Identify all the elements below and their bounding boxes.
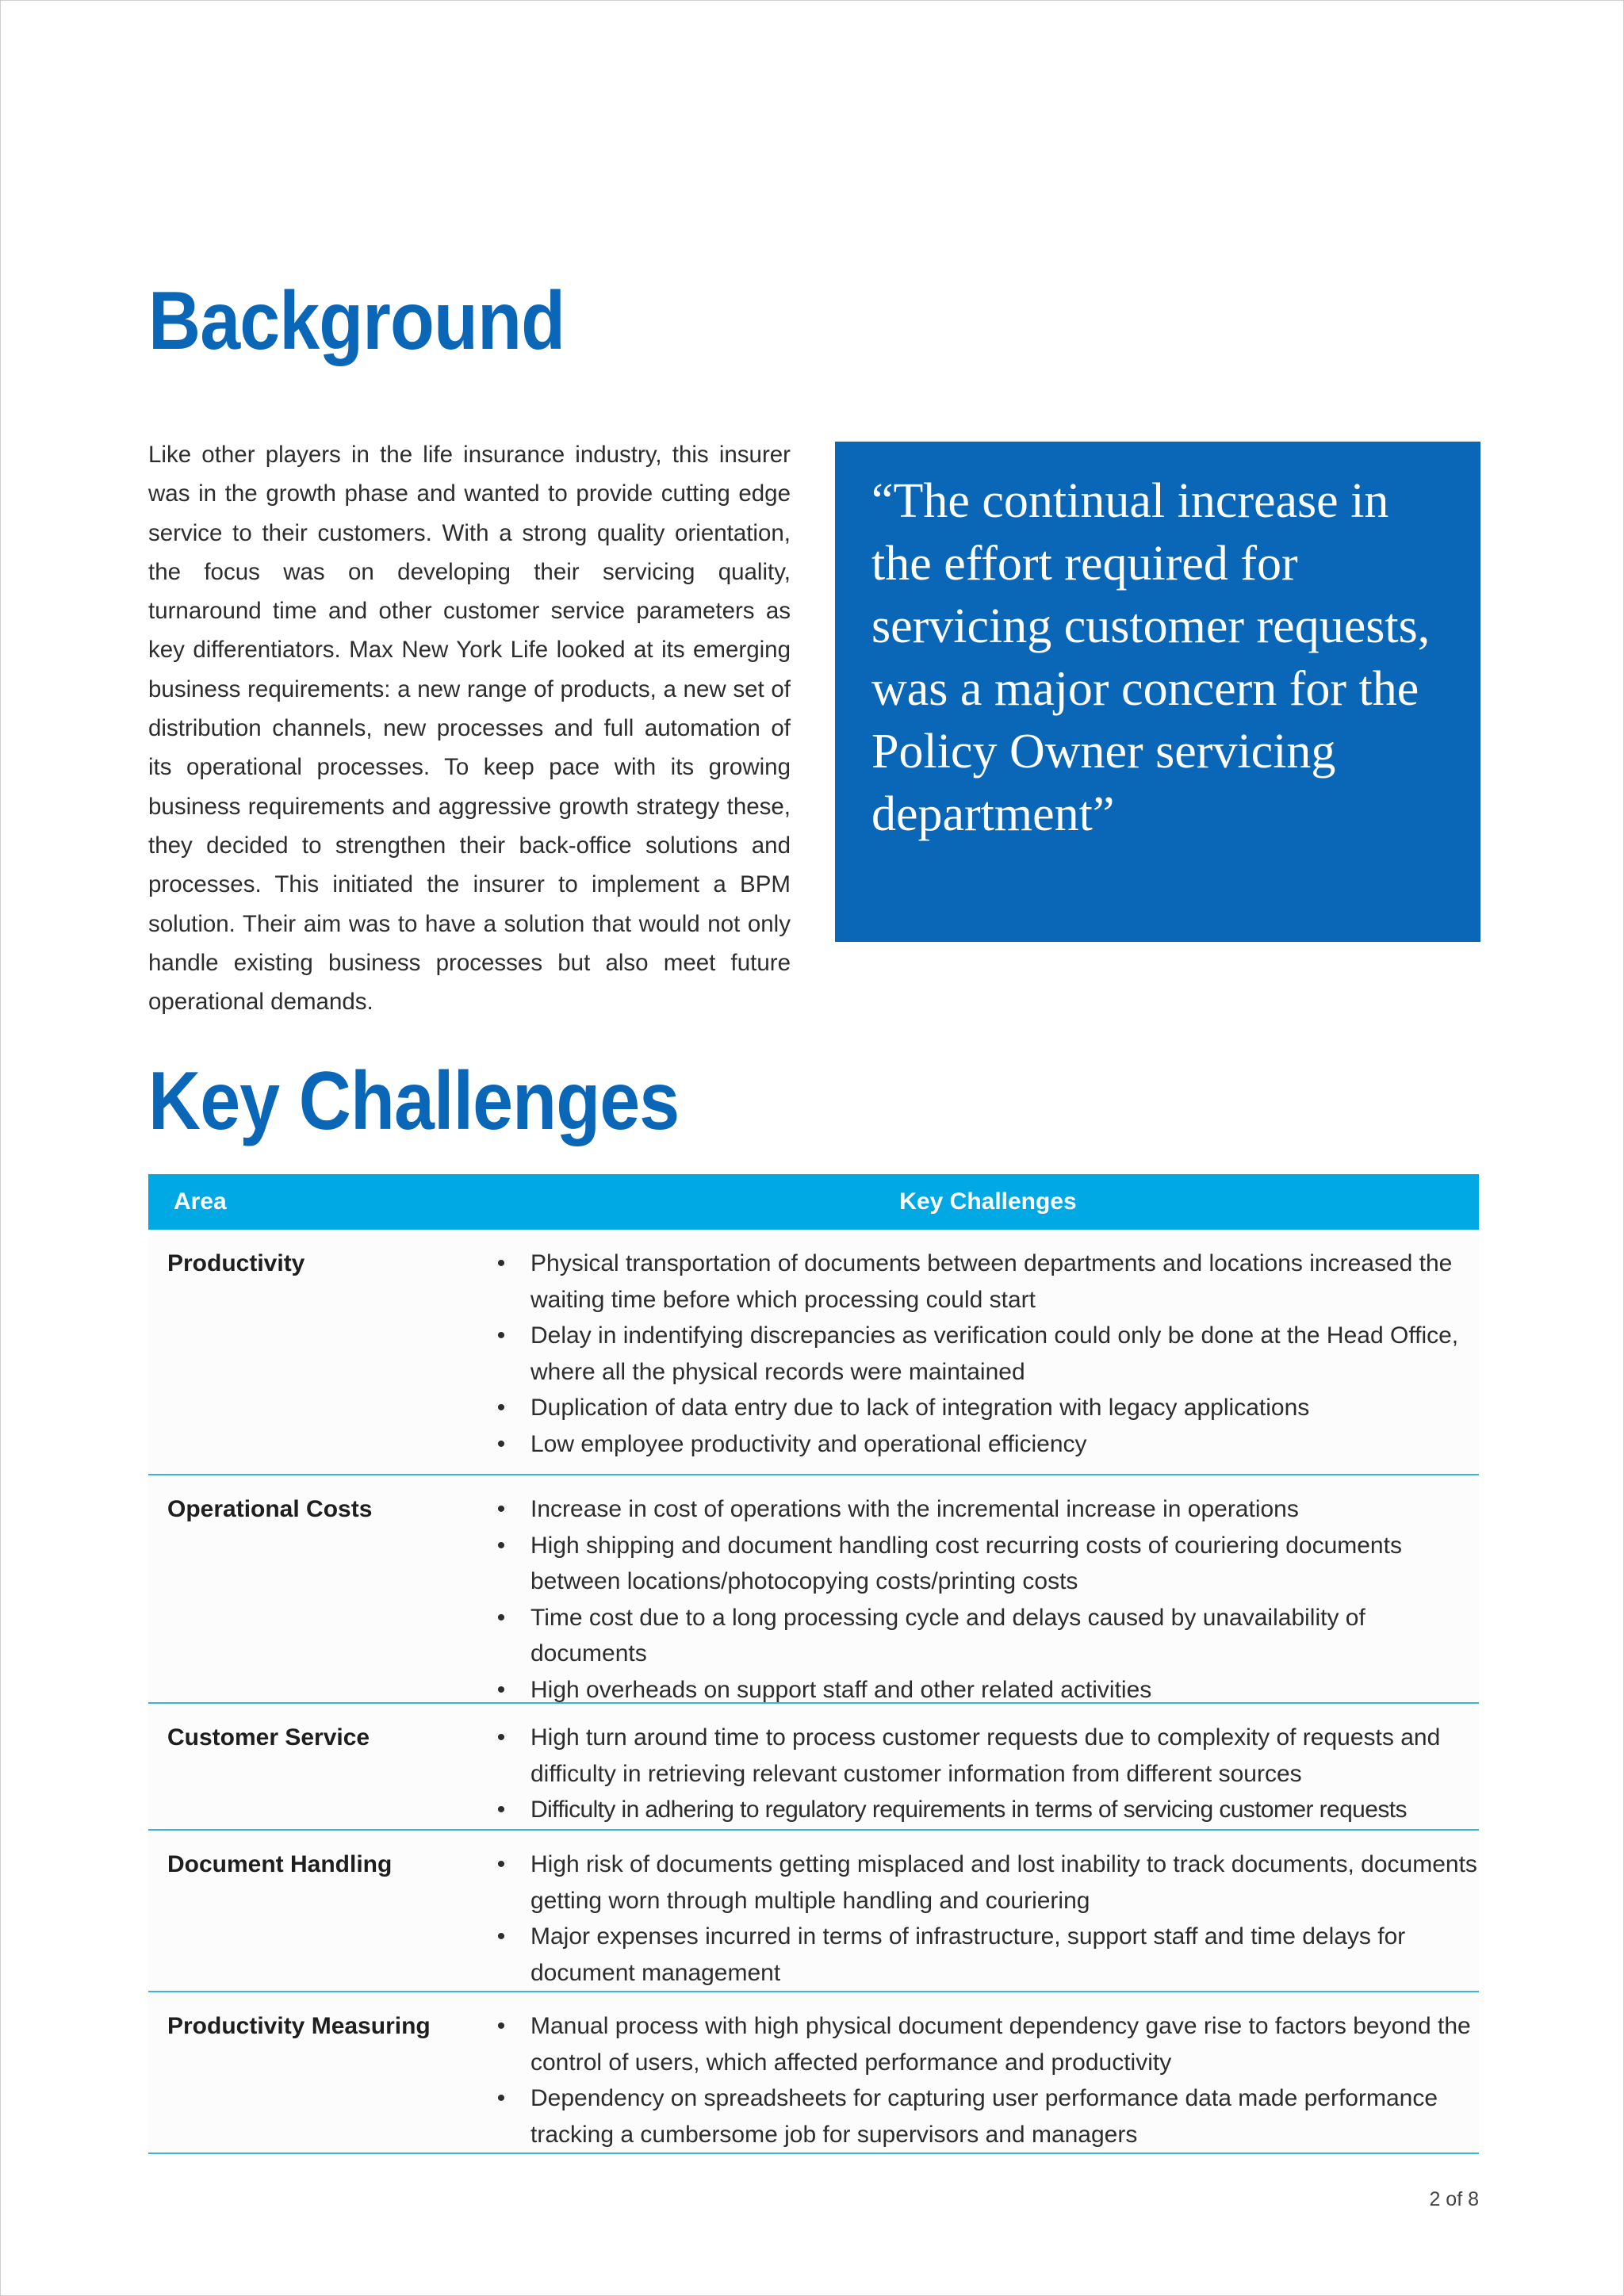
key-challenges-heading: Key Challenges [148, 1055, 680, 1147]
row-challenges [489, 1704, 1479, 1829]
pull-quote-box [835, 442, 1480, 942]
list-item-text: Delay in indentifying discrepancies as verification could only be done at the Head Office, where all the physical records were maintained [530, 1322, 1459, 1385]
list-item [489, 1720, 1479, 1792]
row-challenges [489, 1475, 1479, 1702]
list-item-text: Difficulty in adhering to regulatory requirements in terms of servicing customer requests [530, 1797, 1407, 1823]
list-item [489, 1919, 1479, 1991]
table-row [148, 1230, 1479, 1475]
bullet-icon: • [496, 1532, 506, 1559]
list-item [489, 1528, 1479, 1600]
row-area-label: Customer Service [167, 1724, 370, 1751]
row-challenges [489, 1230, 1479, 1474]
column-header-area: Area [174, 1188, 227, 1215]
list-item-text: High overheads on support staff and other related activities [530, 1676, 1152, 1703]
background-paragraph: Like other players in the life insurance industry, this insurer was in the growth phase and wanted to provide cutting edge service to their customers. With a strong quality orientation, the focus was on developing their servicing quality, turnaround time and other customer service parameters as key differentiators. Max New York Life looked at its emerging business requirements: a new range of products, a new set of distribution channels, new processes and full automation of its operational processes. To keep pace with its growing business requirements and aggressive growth strategy these, they decided to strengthen their back-office solutions and processes. This initiated the insurer to implement a BPM solution. Their aim was to have a solution that would not only handle existing business processes but also meet future operational demands. [148, 442, 791, 1016]
list-item-text: Dependency on spreadsheets for capturing user performance data made performance tracking a cumbersome job for supervisors and managers [530, 2085, 1438, 2148]
row-area-label: Document Handling [167, 1851, 393, 1877]
row-challenges [489, 1831, 1479, 1991]
bullet-icon: • [496, 1851, 506, 1877]
list-item [489, 1318, 1479, 1390]
row-area-label: Productivity [167, 1250, 305, 1276]
table-row [148, 1831, 1479, 1992]
bullet-icon: • [496, 1724, 506, 1751]
bullet-icon: • [496, 1250, 506, 1276]
list-item-text: Increase in cost of operations with the incremental increase in operations [530, 1496, 1299, 1522]
row-challenges [489, 1992, 1479, 2152]
list-item-text: Manual process with high physical document dependency gave rise to factors beyond the control of users, which affected performance and productivity [530, 2013, 1471, 2076]
table-header-row [148, 1174, 1479, 1230]
list-item-text: High risk of documents getting misplaced and lost inability to track documents, documents getting worn through multiple handling and couriering [530, 1851, 1477, 1914]
key-challenges-table [148, 1174, 1479, 2154]
list-item [489, 1390, 1479, 1426]
list-item-text: High shipping and document handling cost recurring costs of couriering documents between locations/photocopying costs/printing costs [530, 1532, 1402, 1594]
bullet-icon: • [496, 1395, 506, 1421]
table-row [148, 1475, 1479, 1704]
table-row [148, 1704, 1479, 1831]
bullet-icon: • [496, 2085, 506, 2111]
background-heading: Background [148, 275, 565, 367]
list-item [489, 2080, 1479, 2152]
bullet-icon: • [496, 1797, 506, 1823]
pull-quote-text: “The continual increase in the effort required for servicing customer requests, was a major concern for the Policy Owner servicing department” [871, 474, 1431, 841]
list-item-text: Time cost due to a long processing cycle and delays caused by unavailability of documents [530, 1604, 1365, 1667]
list-item [489, 1672, 1479, 1709]
list-item [489, 1792, 1479, 1828]
list-item-text: Duplication of data entry due to lack of integration with legacy applications [530, 1395, 1310, 1421]
bullet-icon: • [496, 1496, 506, 1522]
bullet-icon: • [496, 2013, 506, 2039]
list-item-text: Major expenses incurred in terms of infrastructure, support staff and time delays for document management [530, 1923, 1406, 1986]
table-row [148, 1992, 1479, 2154]
list-item-text: Low employee productivity and operational efficiency [530, 1430, 1087, 1457]
list-item [489, 1246, 1479, 1318]
row-area-label: Productivity Measuring [167, 2013, 431, 2039]
list-item-text: High turn around time to process customer requests due to complexity of requests and difficulty in retrieving relevant customer information from different sources [530, 1724, 1441, 1787]
list-item [489, 2008, 1479, 2080]
bullet-icon: • [496, 1604, 506, 1631]
list-item [489, 1491, 1479, 1528]
list-item [489, 1426, 1479, 1463]
list-item [489, 1600, 1479, 1672]
list-item-text: Physical transportation of documents between departments and locations increased the waiting time before which processing could start [530, 1250, 1453, 1313]
bullet-icon: • [496, 1322, 506, 1349]
column-header-key-challenges: Key Challenges [899, 1188, 1077, 1215]
bullet-icon: • [496, 1430, 506, 1457]
bullet-icon: • [496, 1676, 506, 1703]
row-area-label: Operational Costs [167, 1496, 373, 1522]
list-item [489, 1846, 1479, 1919]
page-number: 2 of 8 [1429, 2188, 1479, 2210]
bullet-icon: • [496, 1923, 506, 1950]
